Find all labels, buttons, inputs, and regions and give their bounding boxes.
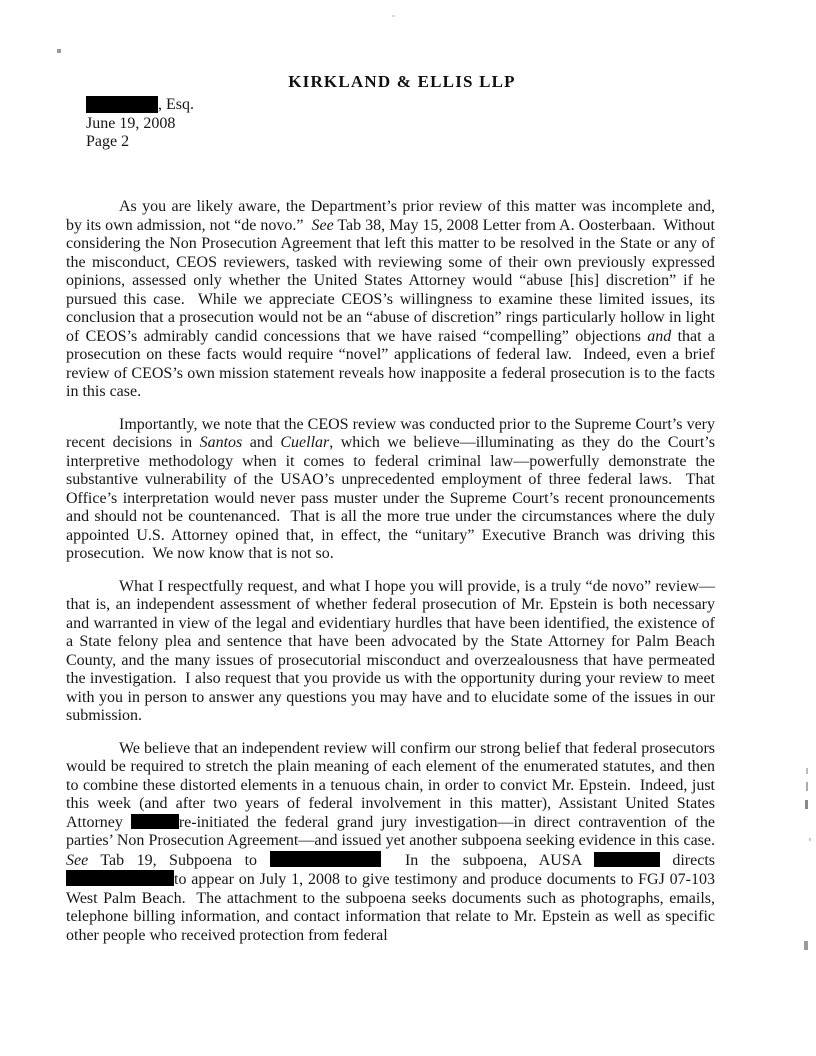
text-run: Tab 38, May 15, 2008 Letter from A. Oosterbaan. Without considering the Non Prosecution Agreement that left this matter to be resolved in the State or any of the misconduct, CEOS reviewers, tasked with reviewing some of their own previously expressed opinions, assessed only whether the United States Attorney would “abuse [his] discretion” if he pursued this case. While we appreciate CEOS’s willingness to examine these limited issues, its conclusion that a prosecution would not be an “abuse of discretion” rings particularly hollow in light of CEOS’s admirably candid concessions that we have raised “compelling” objections (66, 216, 720, 345)
scan-artifact (805, 800, 808, 809)
paragraph-4 (66, 739, 723, 946)
redaction-ausa-name (131, 814, 179, 829)
italic-text-run: and (647, 327, 672, 345)
paragraph-1 (66, 198, 720, 402)
recipient-line (86, 96, 194, 115)
scan-artifact (57, 49, 61, 53)
text-run: In the subpoena, AUSA (392, 851, 594, 869)
scan-artifact (806, 768, 808, 774)
redaction-recipient-name (86, 96, 158, 113)
text-run: that a prosecution on these facts would require “novel” applications of federal law. Indeed, even a brief review of CEOS’s own mission statement reveals how inapposite a federal prosecution is to the facts in this case. (66, 327, 719, 400)
scan-artifact (806, 782, 808, 791)
text-run: directs (659, 851, 719, 869)
italic-text-run: See (311, 216, 334, 234)
text-run: to appear on July 1, 2008 to give testimony and produce documents to FGJ 07-103 West Palm Beach. The attachment to the subpoena seeks documents such as photographs, emails, telephone billing information, and contact information that relate to Mr. Epstein as well as specific other people who received protection from federal (66, 871, 719, 944)
scan-artifact (804, 941, 808, 950)
scan-artifact (809, 838, 811, 841)
page-number-label: Page 2 (86, 133, 130, 150)
text-run: We believe that an independent review will confirm our strong belief that federal prosecutors would be required to stretch the plain meaning of each element of the enumerated statutes, and then to combine these distorted elements in a tenuous chain, in order to convict Mr. Epstein. Indeed, just this week (and after two years of federal involvement in this matter), Assistant United States Attorney (66, 739, 719, 831)
text-run: and (242, 434, 281, 451)
text-run: , which we believe—illuminating as they do the Court’s interpretive methodology when it comes to federal criminal law—powerfully demonstrate the substantive vulnerability of the USAO’s unprecedented employment of three federal laws. That Office’s interpretation would never pass muster under the Supreme Court’s recent pronouncements and should not be countenanced. That is all the more true under the circumstances where the duly appointed U.S. Attorney opined that, in effect, the “unitary” Executive Branch was driving this prosecution. We now know that is not so. (66, 434, 719, 562)
text-run: Tab 19, Subpoena to (88, 851, 270, 869)
recipient-suffix: , Esq. (158, 96, 194, 113)
text-run: Importantly, we note that the CEOS review was conducted prior to the Supreme Court’s very recent decisions in (66, 415, 719, 451)
redaction-witness-name (66, 870, 174, 886)
italic-text-run: Cuellar (280, 434, 330, 451)
italic-text-run: See (66, 851, 89, 869)
paragraph-3 (66, 577, 719, 726)
letter-heading-block (86, 96, 194, 152)
letter-body (66, 198, 723, 959)
scan-artifact (392, 15, 395, 17)
text-run: As you are likely aware, the Department’s prior review of this matter was incomplete and, by its own admission, not “de novo.” (66, 198, 719, 234)
paragraph-2 (66, 415, 719, 564)
letterhead-firm-name: KIRKLAND & ELLIS LLP (288, 72, 516, 91)
redaction-subpoena-recipient (270, 851, 381, 867)
letter-date: June 19, 2008 (86, 114, 176, 132)
text-run: re-initiated the federal grand jury investigation—in direct contravention of the parties’ Non Prosecution Agreement—and issued yet another subpoena seeking evidence in this case. (66, 813, 723, 849)
redaction-ausa-name-2 (594, 852, 660, 867)
italic-text-run: Santos (199, 434, 243, 451)
text-run: What I respectfully request, and what I hope you will provide, is a truly “de novo” review—that is, an independent assessment of whether federal prosecution of Mr. Epstein is both necessary and warranted in view of the legal and evidentiary hurdles that have been identified, the existence of a State felony plea and sentence that have been advocated by the State Attorney for Palm Beach County, and the many issues of prosecutorial misconduct and overzealousness that have permeated the investigation. I also request that you provide us with the opportunity during your review to meet with you in person to answer any questions you may have and to elucidate some of the issues in our submission. (66, 577, 719, 724)
